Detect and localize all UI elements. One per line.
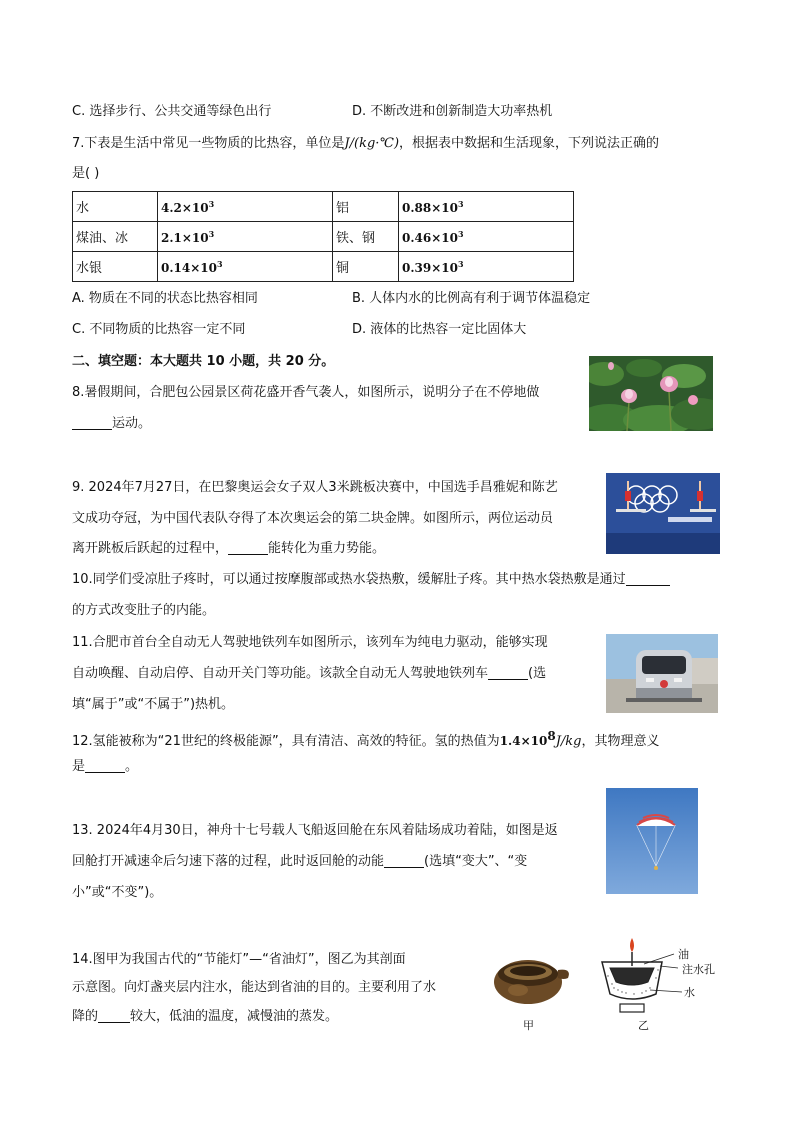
q12-line2-text-2: 。 bbox=[125, 759, 139, 774]
q12-line1-text-2: ，其物理意义 bbox=[581, 734, 660, 749]
label-oil: 油 bbox=[678, 948, 689, 961]
q12-line1 bbox=[72, 726, 660, 752]
table-cell: 水银 bbox=[73, 252, 158, 282]
q13-line2 bbox=[72, 852, 527, 872]
q11-line2 bbox=[72, 664, 546, 684]
q14-line1: 14.图甲为我国古代的“节能灯”—“省油灯”，图乙为其剖面 bbox=[72, 952, 406, 967]
value-exponent: 3 bbox=[208, 198, 215, 209]
figure-label-b: 乙 bbox=[638, 1019, 649, 1032]
value-exponent: 3 bbox=[457, 258, 464, 269]
q7-option-d: D. 液体的比热容一定比固体大 bbox=[352, 322, 527, 337]
q12-line2-text: 是 bbox=[72, 759, 86, 774]
table-row bbox=[73, 192, 574, 222]
table-cell: 煤油、冰 bbox=[73, 222, 158, 252]
q9-line3-text: 离开跳板后跃起的过程中， bbox=[72, 541, 229, 556]
table-cell: 铜 bbox=[333, 252, 399, 282]
q14-line3-text: 降的 bbox=[72, 1009, 99, 1024]
lotus-photo bbox=[589, 356, 713, 431]
q7-stem-text-2: ，根据表中数据和生活现象，下列说法正确的 bbox=[399, 136, 660, 151]
answer-blank bbox=[488, 665, 528, 680]
q14-line3-text-2: 较大，低油的温度，减慢油的蒸发。 bbox=[130, 1009, 339, 1024]
q7-unit: J/(kg·℃) bbox=[344, 136, 400, 151]
value-mantissa: 0.46×10 bbox=[402, 230, 458, 245]
q13-line2-text-2: (选填“变大”、“变 bbox=[424, 854, 528, 869]
table-cell bbox=[158, 192, 333, 222]
q8-line1: 8.暑假期间，合肥包公园景区荷花盛开香气袭人，如图所示，说明分子在不停地做 bbox=[72, 385, 540, 400]
value-exponent: 3 bbox=[457, 198, 464, 209]
q8-line2-text: 运动。 bbox=[112, 416, 152, 431]
q10-line1-text: 10.同学们受凉肚子疼时，可以通过按摩腹部或热水袋热敷，缓解肚子疼。其中热水袋热敷是通过 bbox=[72, 572, 626, 587]
answer-blank bbox=[228, 540, 268, 555]
q6-option-c: C. 选择步行、公共交通等绿色出行 bbox=[72, 104, 272, 119]
answer-blank bbox=[384, 853, 424, 868]
value-exponent: 3 bbox=[457, 228, 464, 239]
value-mantissa: 4.2×10 bbox=[161, 200, 209, 215]
diving-photo bbox=[606, 473, 720, 554]
table-row bbox=[73, 252, 574, 282]
value-exponent: 3 bbox=[208, 228, 215, 239]
answer-blank bbox=[85, 758, 125, 773]
table-cell bbox=[399, 192, 574, 222]
table-cell bbox=[158, 222, 333, 252]
value-mantissa: 0.88×10 bbox=[402, 200, 458, 215]
q12-line2 bbox=[72, 757, 138, 777]
section-title: 二、填空题：本大题共 10 小题，共 20 分。 bbox=[72, 354, 335, 369]
q6-option-d: D. 不断改进和创新制造大功率热机 bbox=[352, 104, 553, 119]
q11-line2-text-2: (选 bbox=[528, 666, 547, 681]
q7-option-b: B. 人体内水的比例高有利于调节体温稳定 bbox=[352, 291, 591, 306]
specific-heat-table bbox=[72, 191, 574, 282]
answer-blank bbox=[72, 415, 112, 430]
label-water: 水 bbox=[684, 986, 695, 999]
table-cell: 水 bbox=[73, 192, 158, 222]
q9-line2: 文成功夺冠，为中国代表队夺得了本次奥运会的第二块金牌。如图所示，两位运动员 bbox=[72, 511, 554, 526]
q11-line3: 填“属于”或“不属于”)热机。 bbox=[72, 697, 235, 712]
q9-line1: 9. 2024年7月27日，在巴黎奥运会女子双人3米跳板决赛中，中国选手昌雅妮和陈艺 bbox=[72, 480, 558, 495]
table-cell: 铝 bbox=[333, 192, 399, 222]
q7-option-c: C. 不同物质的比热容一定不同 bbox=[72, 322, 246, 337]
q12-line1-text: 12.氢能被称为“21世纪的终极能源”，具有清洁、高效的特征。氢的热值为 bbox=[72, 734, 500, 749]
q9-line3 bbox=[72, 539, 385, 559]
q8-line2 bbox=[72, 414, 151, 434]
table-cell bbox=[399, 252, 574, 282]
oil-lamp-photo bbox=[488, 950, 574, 1010]
q7-stem-line2: 是( ) bbox=[72, 166, 100, 181]
table-row bbox=[73, 222, 574, 252]
q7-stem-text: 7.下表是生活中常见一些物质的比热容，单位是 bbox=[72, 136, 345, 151]
label-fill-hole: 注水孔 bbox=[682, 963, 715, 976]
table-cell bbox=[399, 222, 574, 252]
q7-stem-line1 bbox=[72, 134, 659, 154]
metro-train-photo bbox=[606, 634, 718, 713]
q14-line3 bbox=[72, 1007, 338, 1027]
table-cell bbox=[158, 252, 333, 282]
value-mantissa: 0.14×10 bbox=[161, 260, 217, 275]
q14-line2: 示意图。向灯盏夹层内注水，能达到省油的目的。主要利用了水 bbox=[72, 980, 437, 995]
parachute-capsule-photo bbox=[606, 788, 698, 894]
q13-line2-text: 回舱打开减速伞后匀速下落的过程，此时返回舱的动能 bbox=[72, 854, 385, 869]
q13-line3: 小”或“不变”)。 bbox=[72, 885, 163, 900]
value-mantissa: 0.39×10 bbox=[402, 260, 458, 275]
q10-line2: 的方式改变肚子的内能。 bbox=[72, 603, 216, 618]
value-mantissa: 2.1×10 bbox=[161, 230, 209, 245]
value-exponent: 8 bbox=[547, 729, 556, 743]
q10-line1 bbox=[72, 570, 670, 590]
table-cell: 铁、钢 bbox=[333, 222, 399, 252]
q13-line1: 13. 2024年4月30日，神舟十七号载人飞船返回舱在东风着陆场成功着陆，如图是返 bbox=[72, 823, 558, 838]
q11-line1: 11.合肥市首台全自动无人驾驶地铁列车如图所示，该列车为纯电力驱动，能够实现 bbox=[72, 635, 548, 650]
value-exponent: 3 bbox=[216, 258, 223, 269]
answer-blank bbox=[626, 571, 670, 586]
q9-line3-text-2: 能转化为重力势能。 bbox=[268, 541, 386, 556]
answer-blank bbox=[98, 1008, 130, 1023]
hydrogen-heat-value: 1.4×10 bbox=[499, 734, 548, 748]
q11-line2-text: 自动唤醒、自动启停、自动开关门等功能。该款全自动无人驾驶地铁列车 bbox=[72, 666, 489, 681]
q12-unit: J/kg bbox=[555, 734, 582, 749]
q7-option-a: A. 物质在不同的状态比热容相同 bbox=[72, 291, 258, 306]
figure-label-a: 甲 bbox=[523, 1019, 534, 1032]
